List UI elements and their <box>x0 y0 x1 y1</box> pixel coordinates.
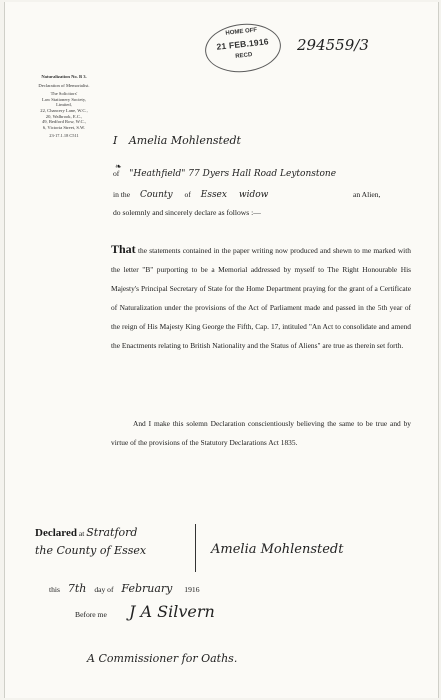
month: February <box>121 582 173 595</box>
year: 1916 <box>184 585 200 594</box>
side-note-title: Naturalization No. B 3. <box>41 74 87 79</box>
marital-status: widow <box>238 190 269 200</box>
declared-label: Declared <box>35 527 77 539</box>
publisher-line: 22, Chancery Lane, W.C., <box>40 107 88 113</box>
commissioner-signature: J A Silvern <box>129 602 215 621</box>
solemn-declaration-paragraph: And I make this solemn Declaration conscientiously believing the same to be true and by virtue of the provisions of the Statutory Declarations Act 1835. <box>111 419 411 447</box>
publisher-line: Law Stationery Society, <box>42 96 86 102</box>
received-stamp <box>203 20 284 76</box>
publisher-line: Limited, <box>56 102 72 108</box>
paragraph-text: the statements contained in the paper writing now produced and shewn to me marked with the letter "B" purporting to be a Memorial addressed by myself to The Right Honourable His Majesty's Principal Secretary of State for the Home Department praying for the grant of a Certificate of Naturalization under the provisions of the Act of Parliament made and passed in the 5th year of the reign of His Majesty King George the Fifth, Cap. 17, intituled "An Act to consolidate and amend the Enactments relating to British Nationality and the Status of Aliens" are true as therein set forth. <box>111 246 411 350</box>
publisher-line: 49, Bedford Row, W.C., <box>41 119 87 125</box>
paragraph-dropcap: That <box>111 242 136 256</box>
side-note <box>27 74 101 139</box>
stamp-top: HOME OFF <box>225 27 258 37</box>
side-note-subtitle: Declaration of Memorialist. <box>38 82 90 88</box>
declarant-name: Amelia Mohlenstedt <box>128 134 241 147</box>
at-label: at <box>78 529 85 538</box>
declared-county: the County of Essex <box>35 544 147 557</box>
signature-divider <box>195 524 196 572</box>
commissioner-title: A Commissioner for Oaths. <box>87 652 238 665</box>
margin-mark: ❧ <box>115 162 122 171</box>
stamp-date: 21 FEB.1916 <box>216 36 270 52</box>
declarant-line <box>113 134 241 147</box>
day-number: 7th <box>67 582 87 595</box>
form-ref: 23-17.1.18 C511 <box>49 133 79 139</box>
publisher-line: 6, Victoria Street, S.W. <box>42 124 86 130</box>
of-label: of <box>113 169 120 178</box>
declarant-signature: Amelia Mohlenstedt <box>211 542 344 557</box>
reference-number: 294559/3 <box>297 36 369 54</box>
publisher-line: The Solicitors' <box>50 91 78 97</box>
statement-paragraph <box>111 240 411 355</box>
stamp-bottom: RECD <box>235 52 253 60</box>
before-me-label: Before me <box>75 610 107 619</box>
declared-at-line <box>35 526 137 539</box>
declare-text: do solemnly and sincerely declare as follows :— <box>113 208 261 217</box>
document-page <box>4 2 439 698</box>
of-label-2: of <box>184 190 191 199</box>
county-line <box>113 190 413 200</box>
declarant-pronoun: I <box>113 134 118 147</box>
address-line <box>113 169 336 179</box>
date-line <box>49 582 199 595</box>
alien-label: an Alien, <box>353 190 381 199</box>
county-word: County <box>140 190 173 200</box>
declarant-address: "Heathfield" 77 Dyers Hall Road Leytonstone <box>129 169 337 179</box>
publisher-line: 20, Walbrook, E.C., <box>45 113 83 119</box>
in-the-label: in the <box>113 190 131 199</box>
county-name: Essex <box>200 190 227 200</box>
this-label: this <box>49 585 60 594</box>
day-of-label: day of <box>94 585 114 594</box>
declared-place: Stratford <box>86 526 138 539</box>
